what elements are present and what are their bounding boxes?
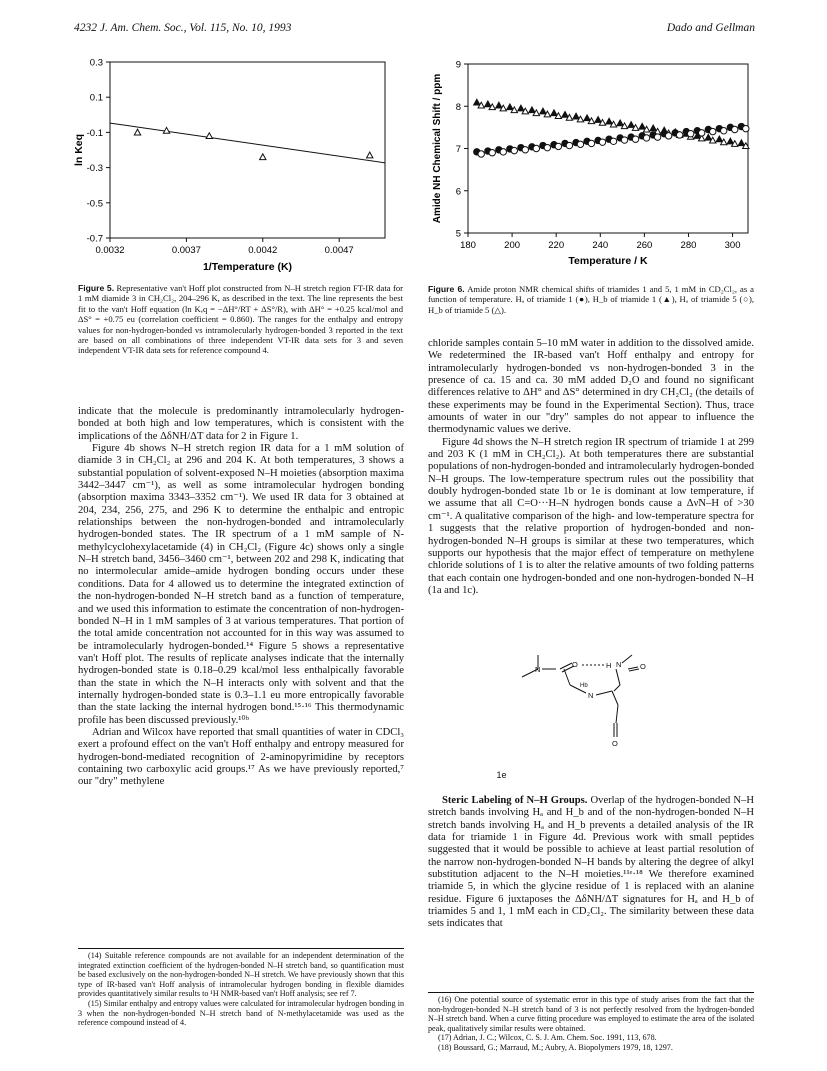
structure-atom-n1: N [535, 665, 541, 674]
footnote-rule-right [428, 992, 754, 993]
structure-atom-n2: N [616, 660, 622, 669]
fig6-x-tick-label: 200 [504, 240, 521, 251]
fig6-series-1-point [573, 113, 579, 119]
left-body-text [78, 406, 404, 789]
running-header-left: 4232 J. Am. Chem. Soc., Vol. 115, No. 10, 1993 [74, 22, 292, 34]
fig5-data-point [367, 152, 373, 158]
fig6-series-4-point [522, 147, 528, 153]
fig6-series-4-point [555, 143, 561, 149]
fig6-series-4-point [699, 130, 705, 136]
fig5-fit-line [110, 123, 385, 163]
figure-6-caption [428, 284, 754, 315]
fig6-series-4-point [599, 139, 605, 145]
fig6-x-tick-label: 280 [680, 240, 697, 251]
fig6-series-4-point [621, 137, 627, 143]
structure-atom-o3: O [612, 739, 618, 748]
fig6-series-4-point [500, 149, 506, 155]
fig6-series-1-point [474, 99, 480, 105]
running-header-right: Dado and Gellman [666, 22, 755, 34]
fig6-series-1-point [639, 123, 645, 129]
footnote-15: (15) Similar enthalpy and entropy values were calculated for intramolecular hydrogen bonding in 3 when the non-hydrogen-bonded N–H stretch band of N-methylacetamide was used as the reference compound instead of 4. [78, 998, 404, 1028]
fig5-x-tick-label: 0.0047 [324, 245, 354, 256]
fig6-series-1-point [628, 122, 634, 128]
fig6-y-tick-label: 7 [455, 144, 461, 155]
structure-label: 1e [496, 770, 507, 780]
fig6-series-4-point [743, 125, 749, 131]
fig6-x-tick-label: 300 [724, 240, 741, 251]
structure-atom-o1: O [572, 660, 578, 669]
fig6-series-4-point [643, 135, 649, 141]
fig6-series-4-point [632, 136, 638, 142]
fig5-data-point [134, 129, 140, 135]
fig5-x-axis-label: 1/Temperature (K) [202, 261, 293, 273]
figure-5-vant-hoff-plot [70, 48, 410, 280]
fig6-series-1-point [562, 112, 568, 118]
left-paragraph-1: indicate that the molecule is predominantly intramolecularly hydrogen-bonded at both high and low temperatures, which is consistent with the implications of the ΔδNH/ΔT data for 2 in Figure 1. [78, 406, 404, 442]
figure-5-caption-label: Figure 5. [78, 283, 115, 293]
fig6-series-1-point [716, 136, 722, 142]
fig6-series-1-point [738, 140, 744, 146]
left-paragraph-2: Figure 4b shows N–H stretch region IR data for a 1 mM solution of diamide 3 in CH₂Cl₂ at 296 and 204 K. At both temperatures, 3 shows a substantial population of solvent-exposed N–H moieties (absorption maxima 3442–3447 cm⁻¹), as well as some intramolecular hydrogen bonding (absorption maxima 3343–3352 cm⁻¹). We used IR data for 3 obtained at 204, 234, 256, 275, and 296 K to determine the enthalpic and entropic relationships between the non-hydrogen-bonded and intramolecularly hydrogen-bonded states. The IR spectrum of a 1 mM sample of N-methylcyclohexylacetamide (4) in CH₂Cl₂ (Figure 4c) shows only a single N–H stretch band, 3456–3460 cm⁻¹, between 202 and 298 K, indicating that no intermolecular amide–amide hydrogen bonding occurs under these conditions. Data for 4 allowed us to determine the integrated extinction of the non-hydrogen-bonded N–H stretch band as a function of temperature, and we used this information to estimate the concentration of non-hydrogen-bonded N–H in 1 mM samples of 3 at various temperatures. That portion of the total amide concentration not accounted for in this way was assumed to be intramolecularly hydrogen-bonded.¹⁴ Figure 5 shows a representative van't Hoff plot. The results of replicate analyses indicate that the internally hydrogen-bonded state is 0.18–0.29 kcal/mol less enthalpically favorable than the state in which the N–H interacts only with solvent and that the internally hydrogen-bonded state is 0.3–1.1 eu more entropically favorable than the state lacking the internal hydrogen bond.¹⁵·¹⁶ This thermodynamic profile has been discussed previously.¹⁰ᵇ [78, 443, 404, 726]
fig5-y-tick-label: 0.1 [89, 92, 103, 104]
fig6-y-axis-label: Amide NH Chemical Shift / ppm [432, 73, 443, 224]
fig6-series-1-point [595, 117, 601, 123]
fig6-y-tick-label: 6 [455, 186, 461, 198]
fig5-y-tick-label: -0.5 [86, 198, 103, 210]
fig6-y-tick-label: 9 [455, 59, 461, 71]
fig6-x-axis-label: Temperature / K [568, 255, 648, 267]
figure-6-caption-label: Figure 6. [428, 284, 465, 294]
fig6-series-1-point [705, 134, 711, 140]
fig6-x-tick-label: 180 [460, 240, 476, 251]
fig5-data-point [260, 154, 266, 160]
fig6-series-4-point [588, 140, 594, 146]
fig6-series-1-point [496, 102, 502, 108]
fig5-y-tick-label: -0.1 [86, 127, 103, 139]
fig6-series-4-point [676, 132, 682, 138]
figure-6-caption-text: Amide proton NMR chemical shifts of triamides 1 and 5, 1 mM in CD₂Cl₂, as a function of temperature. Hₐ of triamide 1 (●), H_b of triamide 1 (▲), Hₐ of triamide 5 (○), H_b of triamide 5 (△). [428, 284, 754, 315]
right-body-text [428, 338, 754, 597]
fig6-series-1-point [529, 107, 535, 113]
fig5-data-point [206, 133, 212, 139]
fig6-series-1-point [485, 101, 491, 107]
structure-atom-n3: N [588, 691, 594, 700]
footnotes-right [428, 995, 754, 1053]
fig5-plot-frame [110, 62, 385, 238]
structure-1e [508, 651, 658, 761]
structure-atom-h1: H [606, 661, 612, 670]
fig6-series-4-point [732, 126, 738, 132]
fig6-series-4-point [687, 131, 693, 137]
fig6-series-4-point [566, 142, 572, 148]
figure-6-nmr-shift-plot [428, 50, 768, 280]
fig5-y-tick-label: -0.3 [86, 163, 103, 175]
right-paragraph-2: Figure 4d shows the N–H stretch region IR spectrum of triamide 1 at 299 and 203 K (1 mM in CH₂Cl₂). At both temperatures there are substantial populations of non-hydrogen-bonded and intramolecularly hydrogen-bonded N–H groups. The low-temperature spectrum rules out the possibility that doubly hydrogen-bonded state 1b or 1e is dominant at low temperature, if we assume that all C=O···H–N hydrogen bonds cause a Δν̃N–H of >30 cm⁻¹. A qualitative comparison of the high- and low-temperature spectra for 1 suggests that the relative proportion of hydrogen-bonded and non-hydrogen-bonded N–H groups is similar at these two temperatures, which supports our hypothesis that the major effect of temperature on methylene chloride solutions of 1 is to alter the relative amounts of two folding patterns that each contain one hydrogen-bonded and one non-hydrogen-bonded N–H (1a and 1c). [428, 436, 754, 596]
fig6-y-tick-label: 8 [455, 101, 461, 113]
fig6-series-1-point [540, 108, 546, 114]
left-paragraph-3: Adrian and Wilcox have reported that small quantities of water in CDCl₃ exert a profound effect on the van't Hoff enthalpy and entropy measured for hydrogen-bond-mediated recognition of 2-aminopyrimidine by receptors containing two carboxylic acid groups.¹⁷ As we have previously reported,⁷ our "dry" methylene [78, 726, 404, 788]
steric-labeling-text: Overlap of the hydrogen-bonded N–H stretch bands involving Hₐ and H_b and of the non-hydrogen-bonded N–H stretch bands involving Hₐ and H_b prevents a detailed analysis of the IR data for triamide 1 in Figure 4d. Previous work with small peptides suggested that it would be possible to achieve at least partial resolution of the narrow non-hydrogen-bonded N–H bands by altering the degree of alkyl substitution adjacent to the N–H moieties.¹¹ᵉ·¹⁸ We therefore examined triamide 5, in which the glycine residue of 1 is replaced with an alanine residue. Figure 6 juxtaposes the ΔδNH/ΔT signatures for Hₐ and H_b of triamides 5 and 1, 1 mM each in CD₂Cl₂. The similarity between these data sets indicates that [428, 795, 755, 930]
fig6-series-4-point [654, 134, 660, 140]
fig5-x-tick-label: 0.0032 [95, 245, 125, 256]
fig6-x-tick-label: 240 [592, 240, 609, 251]
footnote-18: (18) Boussard, G.; Marraud, M.; Aubry, A. Biopolymers 1979, 18, 1297. [438, 1042, 673, 1052]
fig6-series-4-point [721, 128, 727, 134]
fig6-series-4-point [577, 141, 583, 147]
footnotes-left [78, 951, 404, 1028]
fig6-series-1-point [606, 118, 612, 124]
fig6-series-4-point [544, 144, 550, 150]
figure-5-caption [78, 283, 403, 356]
fig6-series-4-point [533, 145, 539, 151]
footnote-rule-left [78, 948, 404, 949]
fig6-x-tick-label: 260 [636, 240, 653, 251]
structure-atom-o2: O [640, 662, 646, 671]
fig6-series-1-point [507, 104, 513, 110]
fig6-series-4-point [478, 151, 484, 157]
fig6-series-1-point [518, 105, 524, 111]
fig6-series-1-point [727, 138, 733, 144]
fig6-series-4-point [511, 147, 517, 153]
fig6-series-1-point [650, 125, 656, 131]
fig6-y-tick-label: 5 [455, 228, 461, 240]
footnote-16: (16) One potential source of systematic error in this type of study arises from the fact that the non-hydrogen-bonded N–H stretch band of 3 is not perfectly resolved from the hydrogen-bonded N–H stretch band. When a curve fitting procedure was employed to estimate the area of the isolated peak, qualitatively similar results were obtained. [428, 995, 754, 1033]
steric-labeling-section [428, 795, 754, 931]
fig5-y-tick-label: 0.3 [89, 57, 103, 69]
fig5-y-axis-label: ln Keq [73, 133, 85, 167]
fig5-y-tick-label: -0.7 [86, 233, 103, 245]
footnote-14: (14) Suitable reference compounds are not available for an independent determination of the integrated extinction coefficient of the hydrogen-bonded N–H stretch band, so quantification must be based exclusively on the non-hydrogen-bonded N–H stretch. We have previously shown that this type of IR-based van't Hoff analysis of intramolecular hydrogen bonding in flexible diamides provides quantitatively similar results to ¹H NMR-based van't Hoff analysis; see ref 7. [78, 951, 404, 999]
structure-atom-hb: Hb [580, 683, 588, 689]
right-paragraph-1: chloride samples contain 5–10 mM water in addition to the dissolved amide. We redetermined the IR-based van't Hoff enthalpy and entropy for intramolecularly hydrogen-bonded vs non-hydrogen-bonded 3 in the presence of ca. 15 and ca. 30 mM added D₂O and found no significant differences relative to ΔH° and ΔS° determined in dry CH₂Cl₂ (the details of these experiments may be found in the Experimental Section). Thus, trace amounts of water in our "dry" samples do not appear to influence the thermodynamic values we derive. [428, 338, 754, 436]
fig6-series-1-point [584, 115, 590, 121]
fig6-series-4-point [489, 150, 495, 156]
fig5-x-tick-label: 0.0042 [248, 245, 278, 256]
figure-5-caption-text: Representative van't Hoff plot constructed from N–H stretch region FT-IR data for 1 mM diamide 3 in CH₂Cl₂, 204–296 K, as described in the text. The line represents the best fit to the van't Hoff equation (ln Kₑq = −ΔH°/RT + ΔS°/R), with ΔH° = +0.25 kcal/mol and ΔS° = +0.75 eu (correlation coefficient = 0.860). The ranges for the enthalpy and entropy values for non-hydrogen-bonded vs intramolecularly hydrogen-bonded 3 reported in the text are based on all combinations of three independent VT-IR data sets for 3 and seven independent VT-IR data sets for reference compound 4. [78, 283, 403, 356]
footnote-17: (17) Adrian, J. C.; Wilcox, C. S. J. Am. Chem. Soc. 1991, 113, 678. [438, 1033, 657, 1043]
fig6-series-1-point [551, 110, 557, 116]
fig6-series-4-point [710, 128, 716, 134]
section-heading-steric-labeling: Steric Labeling of N–H Groups. [442, 795, 588, 806]
fig6-x-tick-label: 220 [548, 240, 565, 251]
fig5-x-tick-label: 0.0037 [171, 245, 201, 256]
fig6-series-4-point [665, 133, 671, 139]
fig6-series-1-point [617, 120, 623, 126]
fig6-series-4-point [610, 138, 616, 144]
fig5-data-point [163, 127, 169, 133]
